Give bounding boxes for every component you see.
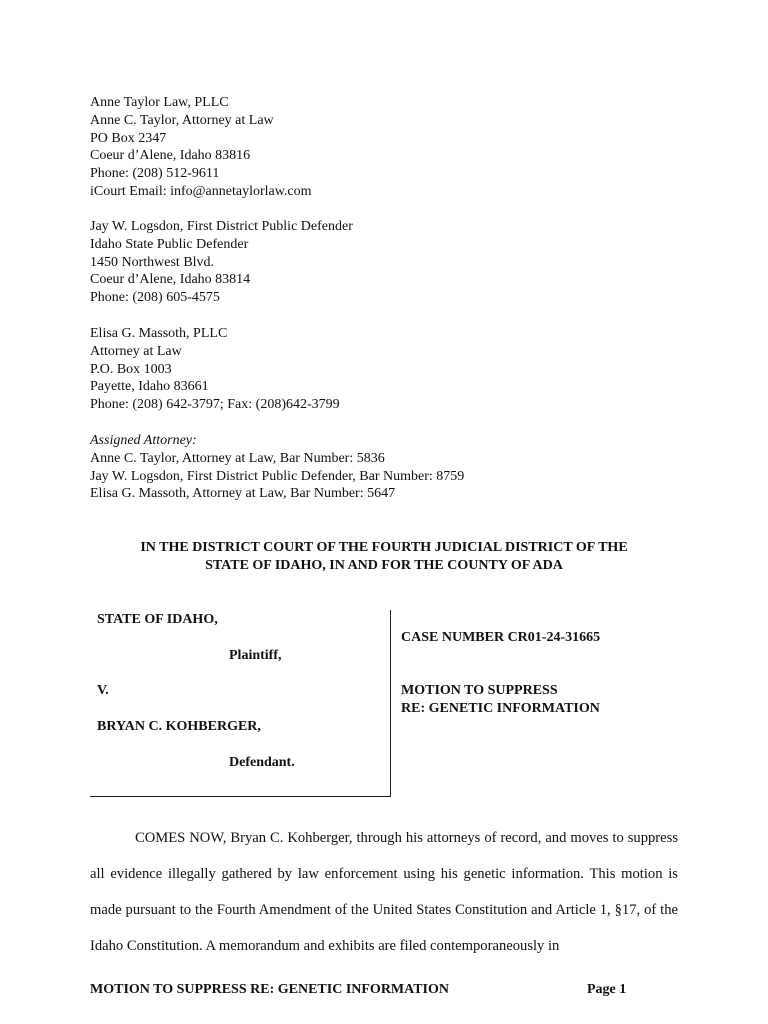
counsel-line: Phone: (208) 512-9611 bbox=[90, 166, 220, 182]
plaintiff-name: STATE OF IDAHO, bbox=[97, 612, 218, 627]
counsel-line: Phone: (208) 605-4575 bbox=[90, 290, 220, 306]
counsel-line: PO Box 2347 bbox=[90, 130, 167, 146]
document-title-line2: RE: GENETIC INFORMATION bbox=[401, 701, 600, 716]
counsel-line: P.O. Box 1003 bbox=[90, 361, 172, 377]
counsel-line: Anne Taylor Law, PLLC bbox=[90, 95, 229, 110]
assigned-line: Jay W. Logsdon, First District Public Defender, Bar Number: 8759 bbox=[90, 468, 465, 484]
court-heading bbox=[90, 539, 678, 575]
case-number: CASE NUMBER CR01-24-31665 bbox=[401, 630, 601, 645]
assigned-attorneys bbox=[90, 432, 464, 503]
court-heading-line1: IN THE DISTRICT COURT OF THE FOURTH JUDICIAL DISTRICT OF THE bbox=[140, 540, 628, 555]
page-number: Page 1 bbox=[587, 982, 627, 997]
counsel-line: Jay W. Logsdon, First District Public Defender bbox=[90, 219, 353, 234]
court-heading-line2: STATE OF IDAHO, IN AND FOR THE COUNTY OF ADA bbox=[205, 558, 563, 573]
defendant-role: Defendant. bbox=[229, 755, 295, 770]
plaintiff-role: Plaintiff, bbox=[229, 648, 282, 663]
counsel-line: 1450 Northwest Blvd. bbox=[90, 254, 215, 270]
assigned-heading: Assigned Attorney: bbox=[90, 433, 197, 448]
document-title-line1: MOTION TO SUPPRESS bbox=[401, 683, 558, 698]
counsel-email: iCourt Email: info@annetaylorlaw.com bbox=[90, 183, 312, 199]
counsel-line: Payette, Idaho 83661 bbox=[90, 379, 209, 395]
counsel-block-elisa-massoth bbox=[90, 325, 340, 414]
caption-parties bbox=[90, 610, 391, 797]
counsel-line: Coeur d’Alene, Idaho 83814 bbox=[90, 272, 251, 288]
defendant-name: BRYAN C. KOHBERGER, bbox=[97, 719, 261, 734]
counsel-line: Anne C. Taylor, Attorney at Law bbox=[90, 112, 274, 128]
counsel-line: Elisa G. Massoth, PLLC bbox=[90, 326, 228, 341]
counsel-block-jay-logsdon bbox=[90, 218, 353, 307]
versus: V. bbox=[97, 683, 109, 698]
counsel-line: Phone: (208) 642-3797; Fax: (208)642-3799 bbox=[90, 397, 340, 413]
document-title bbox=[401, 682, 600, 718]
assigned-line: Anne C. Taylor, Attorney at Law, Bar Number: 5836 bbox=[90, 450, 385, 466]
body-paragraph: COMES NOW, Bryan C. Kohberger, through his attorneys of record, and moves to suppress all evidence illegally gathered by law enforcement using his genetic information. This motion is made pursuant to the Fourth Amendment of the United States Constitution and Article 1, §17, of the Idaho Constitution. A memorandum and exhibits are filed contemporaneously in bbox=[90, 830, 678, 954]
footer-title: MOTION TO SUPPRESS RE: GENETIC INFORMATION bbox=[90, 982, 449, 997]
counsel-block-anne-taylor bbox=[90, 94, 312, 201]
counsel-line: Idaho State Public Defender bbox=[90, 236, 249, 252]
counsel-line: Coeur d’Alene, Idaho 83816 bbox=[90, 148, 251, 164]
counsel-line: Attorney at Law bbox=[90, 343, 182, 359]
assigned-line: Elisa G. Massoth, Attorney at Law, Bar Number: 5647 bbox=[90, 486, 396, 502]
